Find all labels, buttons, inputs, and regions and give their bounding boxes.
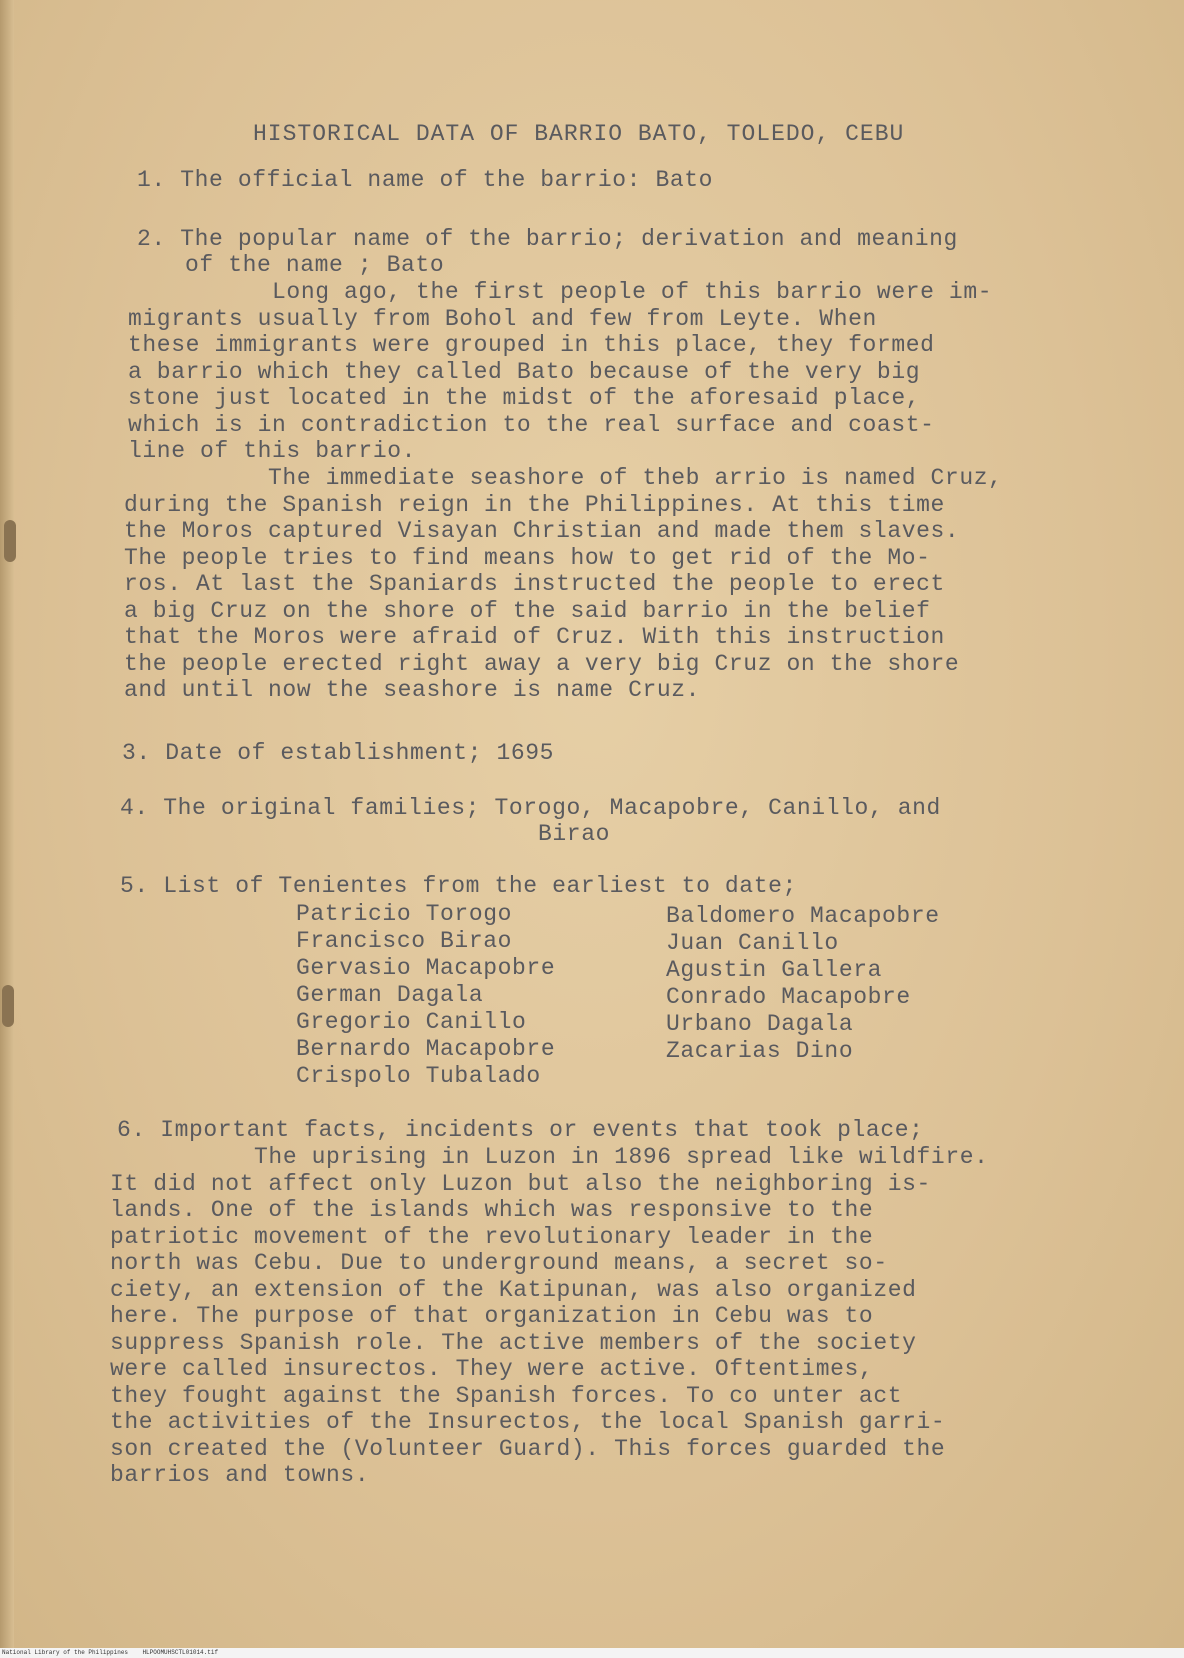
item-2-paragraph-2: The immediate seashore of theb arrio is named Cruz, during the Spanish reign in the Philippines. At this time the Moros captured Visayan Christian and made them slaves. The people tries to find means how to get rid of the Mo- ros. At last the Spaniards instructed the people to erect a big Cruz on the shore of the said barrio in the belief that the Moros were afraid of Cruz. With this instruction the people erected right away a very big Cruz on the shore and until now the seashore is name Cruz. — [124, 465, 1003, 703]
scan-footer — [0, 1648, 1184, 1658]
tenientes-list-right: Baldomero Macapobre Juan Canillo Agustin Gallera Conrado Macapobre Urbano Dagala Zacarias Dino — [666, 903, 940, 1064]
item-1: 1. The official name of the barrio: Bato — [137, 167, 714, 193]
item-2-heading-cont: of the name ; Bato — [185, 252, 445, 278]
item-6-heading: 6. Important facts, incidents or events that took place; — [117, 1117, 924, 1143]
binding-hole — [2, 985, 14, 1027]
item-2-heading: 2. The popular name of the barrio; derivation and meaning — [137, 226, 958, 252]
document-title: HISTORICAL DATA OF BARRIO BATO, TOLEDO, CEBU — [253, 121, 905, 147]
item-6-paragraph: The uprising in Luzon in 1896 spread like wildfire. It did not affect only Luzon but also the neighboring is- lands. One of the islands which was responsive to the patriotic movement of the revolutionary leader in the north was Cebu. Due to underground means, a secret so- ciety, an extension of the Katipunan, was also organized here. The purpose of that organization in Cebu was to suppress Spanish role. The active members of the society were called insurectos. They were active. Oftentimes, they fought against the Spanish forces. To co unter act the activities of the Insurectos, the local Spanish garri- son created the (Volunteer Guard). This forces guarded the barrios and towns. — [110, 1144, 989, 1488]
item-4-heading: 4. The original families; Torogo, Macapobre, Canillo, and — [120, 795, 941, 821]
item-4-heading-cont: Birao — [538, 821, 611, 847]
page-edge — [0, 0, 14, 1648]
footer-file: HLPOOMUHSCTL01014.tif — [142, 1649, 219, 1656]
binding-hole — [4, 520, 16, 562]
item-5-heading: 5. List of Tenientes from the earliest to date; — [120, 873, 797, 899]
footer-source: National Library of the Philippines — [2, 1649, 129, 1656]
tenientes-list-left: Patricio Torogo Francisco Birao Gervasio Macapobre German Dagala Gregorio Canillo Bernardo Macapobre Crispolo Tubalado — [296, 901, 556, 1089]
item-3: 3. Date of establishment; 1695 — [122, 740, 555, 766]
item-2-paragraph-1: Long ago, the first people of this barrio were im- migrants usually from Bohol and few from Leyte. When these immigrants were grouped in this place, they formed a barrio which they called Bato because of the very big stone just located in the midst of the aforesaid place, which is in contradiction to the real surface and coast- line of this barrio. — [128, 279, 993, 464]
